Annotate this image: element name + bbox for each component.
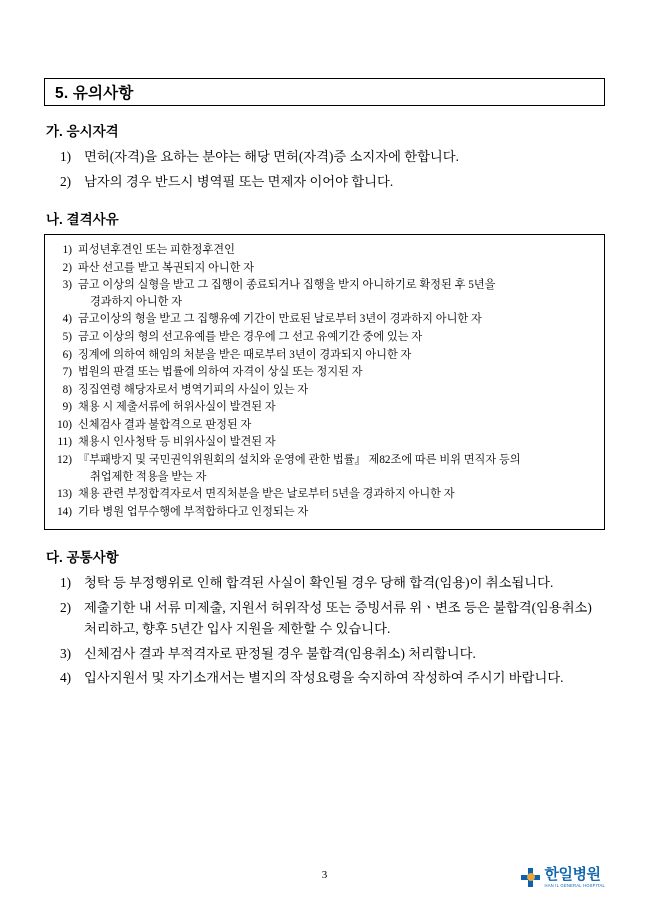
list-item-line2: 경과하지 아니한 자: [90, 295, 183, 308]
list-item-number: 3): [62, 279, 72, 292]
list-item: [55, 399, 594, 416]
list-item: [44, 597, 605, 640]
list-item: [55, 260, 594, 277]
list-item: [44, 171, 605, 193]
list-item-line2: 취업제한 적용을 받는 자: [90, 470, 207, 483]
list-item: [55, 347, 594, 364]
disqualification-box: [44, 234, 605, 530]
list-item: [55, 242, 594, 259]
list-item-number: 7): [62, 366, 72, 379]
page-title: 5. 유의사항: [55, 85, 134, 102]
page-number: 3: [321, 869, 328, 881]
list-item: [55, 329, 594, 346]
list-item-text: 면허(자격)을 요하는 분야는 해당 면허(자격)증 소지자에 한합니다.: [84, 149, 459, 164]
hospital-logo: [521, 867, 605, 888]
list-item: [55, 417, 594, 434]
disqualification-list: [55, 242, 594, 520]
cross-icon: [521, 868, 540, 887]
list-item: [55, 364, 594, 381]
list-item-number: 5): [62, 330, 72, 343]
list-item-number: 9): [62, 401, 72, 414]
list-item-number: 2): [62, 261, 72, 274]
list-item-number: 2): [60, 599, 72, 615]
list-item: [44, 572, 605, 594]
qualification-list: [44, 146, 605, 192]
logo-english-name: HAN IL GENERAL HOSPITAL: [544, 882, 605, 888]
list-item-number: 2): [60, 173, 72, 189]
list-item-number: 1): [60, 575, 72, 591]
subsection-heading-qualification: 가. 응시자격: [46, 124, 119, 139]
list-item: [55, 504, 594, 521]
list-item-line1: 금고 이상의 실형을 받고 그 집행이 종료되거나 집행을 받지 아니하기로 확정된 후 5년을: [78, 279, 496, 292]
list-item-text: 파산 선고를 받고 복권되지 아니한 자: [78, 261, 255, 274]
list-item-text: [78, 277, 594, 310]
list-item: [44, 146, 605, 168]
list-item-number: 6): [62, 348, 72, 361]
section-title-box: [44, 78, 605, 106]
list-item-number: 10): [57, 418, 72, 431]
list-item-text: 징집연령 해당자로서 병역기피의 사실이 있는 자: [78, 383, 309, 396]
list-item: [44, 643, 605, 665]
list-item-text: 신체검사 결과 부적격자로 판정될 경우 불합격(임용취소) 처리합니다.: [84, 645, 476, 661]
list-item-text: 신체검사 결과 불합격으로 판정된 자: [78, 418, 252, 431]
list-item-text: 금고 이상의 형의 선고유예를 받은 경우에 그 선고 유예기간 중에 있는 자: [78, 330, 423, 343]
list-item-number: 14): [57, 505, 72, 518]
list-item-number: 1): [60, 149, 72, 164]
list-item-text: 피성년후견인 또는 피한정후견인: [78, 244, 235, 257]
list-item: [55, 382, 594, 399]
list-item: [55, 277, 594, 310]
list-item-number: 12): [57, 454, 72, 466]
list-item: [44, 667, 605, 689]
subsection-heading-disqualification: 나. 결격사유: [46, 212, 119, 228]
list-item-text: 남자의 경우 반드시 병역필 또는 면제자 이어야 합니다.: [84, 173, 394, 189]
list-item-text: [78, 452, 594, 485]
list-item: [55, 452, 594, 485]
list-item-number: 4): [62, 313, 72, 326]
list-item-text: 채용시 인사청탁 등 비위사실이 발견된 자: [78, 436, 276, 449]
list-item-number: 11): [57, 436, 72, 449]
list-item-text: 청탁 등 부정행위로 인해 합격된 사실이 확인될 경우 당해 합격(임용)이 취소됩니다.: [84, 575, 554, 591]
list-item-text: 제출기한 내 서류 미제출, 지원서 허위작성 또는 증빙서류 위ㆍ변조 등은 불합격(임용취소) 처리하고, 향후 5년간 입사 지원을 제한할 수 있습니다.: [84, 599, 592, 637]
list-item-line1: 『부패방지 및 국민권익위원회의 설치와 운영에 관한 법률』 제82조에 따른 비위 면직자 등의: [78, 454, 521, 466]
logo-wordmark: [544, 867, 605, 888]
list-item: [55, 311, 594, 328]
list-item-text: 입사지원서 및 자기소개서는 별지의 작성요령을 숙지하여 작성하여 주시기 바랍니다.: [84, 670, 564, 686]
list-item: [55, 486, 594, 503]
list-item-number: 8): [62, 383, 72, 396]
subsection-heading-common: 다. 공통사항: [46, 550, 119, 566]
list-item-text: 징계에 의하여 해임의 처분을 받은 때로부터 3년이 경과되지 아니한 자: [78, 348, 412, 361]
list-item-text: 기타 병원 업무수행에 부적합하다고 인정되는 자: [78, 505, 309, 518]
common-notice-list: [44, 572, 605, 689]
list-item-number: 13): [57, 488, 72, 501]
list-item-text: 금고이상의 형을 받고 그 집행유예 기간이 만료된 날로부터 3년이 경과하지 아니한 자: [78, 313, 482, 326]
list-item: [55, 434, 594, 451]
list-item-number: 3): [60, 645, 72, 661]
logo-korean-name: 한일병원: [544, 865, 601, 883]
list-item-number: 4): [60, 670, 72, 686]
list-item-number: 1): [62, 244, 72, 257]
list-item-text: 법원의 판결 또는 법률에 의하여 자격이 상실 또는 정지된 자: [78, 366, 363, 379]
list-item-text: 채용 관련 부정합격자로서 면직처분을 받은 날로부터 5년을 경과하지 아니한 자: [78, 488, 455, 501]
list-item-text: 채용 시 제출서류에 허위사실이 발견된 자: [78, 401, 276, 414]
